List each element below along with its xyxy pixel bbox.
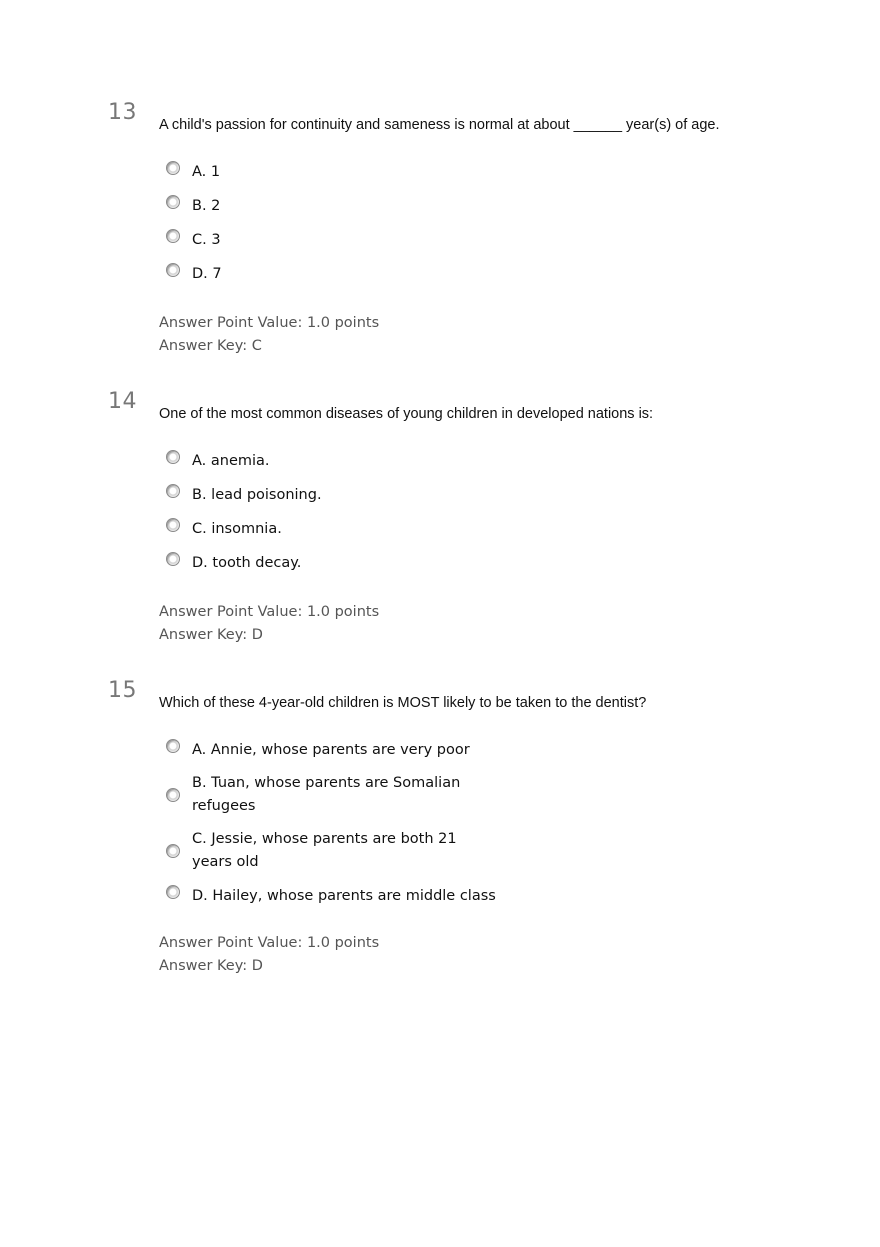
option-label: B. 2 [192,198,221,214]
question-text: One of the most common diseases of young children in developed nations is: [159,406,654,422]
answer-options [166,160,526,296]
radio-button-icon[interactable] [166,885,180,899]
radio-button-icon[interactable] [166,161,180,175]
radio-button-icon[interactable] [166,450,180,464]
radio-button-icon[interactable] [166,518,180,532]
question-text: Which of these 4-year-old children is MOST likely to be taken to the dentist? [159,695,647,711]
radio-button-icon[interactable] [166,739,180,753]
answer-options [166,738,496,918]
option-a[interactable] [166,160,526,184]
option-d[interactable] [166,262,526,286]
option-label: C. 3 [192,232,221,248]
question-number: 15 [108,678,137,703]
radio-button-icon[interactable] [166,552,180,566]
radio-button-icon[interactable] [166,229,180,243]
radio-button-icon[interactable] [166,263,180,277]
answer-key: Answer Key: C [159,338,262,354]
point-value: Answer Point Value: 1.0 points [159,315,380,331]
option-c[interactable] [166,228,526,252]
radio-button-icon[interactable] [166,195,180,209]
question-text: A child's passion for continuity and sameness is normal at about ______ year(s) of age. [159,117,720,133]
option-a[interactable] [166,738,496,762]
option-label: C. Jessie, whose parents are both 21 years old [192,831,457,870]
radio-button-icon[interactable] [166,844,180,858]
option-c[interactable] [166,828,496,874]
option-d[interactable] [166,551,526,575]
answer-key: Answer Key: D [159,627,263,643]
option-label: C. insomnia. [192,521,282,537]
option-b[interactable] [166,483,526,507]
question-number: 13 [108,100,137,125]
option-d[interactable] [166,884,496,908]
option-label: D. 7 [192,266,222,282]
option-label: A. anemia. [192,453,270,469]
option-label: D. tooth decay. [192,555,302,571]
point-value: Answer Point Value: 1.0 points [159,935,380,951]
option-b[interactable] [166,772,496,818]
option-b[interactable] [166,194,526,218]
radio-button-icon[interactable] [166,788,180,802]
question-number: 14 [108,389,137,414]
point-value: Answer Point Value: 1.0 points [159,604,380,620]
option-label: A. Annie, whose parents are very poor [192,742,470,758]
radio-button-icon[interactable] [166,484,180,498]
option-c[interactable] [166,517,526,541]
answer-key: Answer Key: D [159,958,263,974]
option-label: B. Tuan, whose parents are Somalian refugees [192,775,461,814]
answer-options [166,449,526,585]
option-a[interactable] [166,449,526,473]
option-label: D. Hailey, whose parents are middle class [192,888,496,904]
option-label: B. lead poisoning. [192,487,322,503]
option-label: A. 1 [192,164,221,180]
